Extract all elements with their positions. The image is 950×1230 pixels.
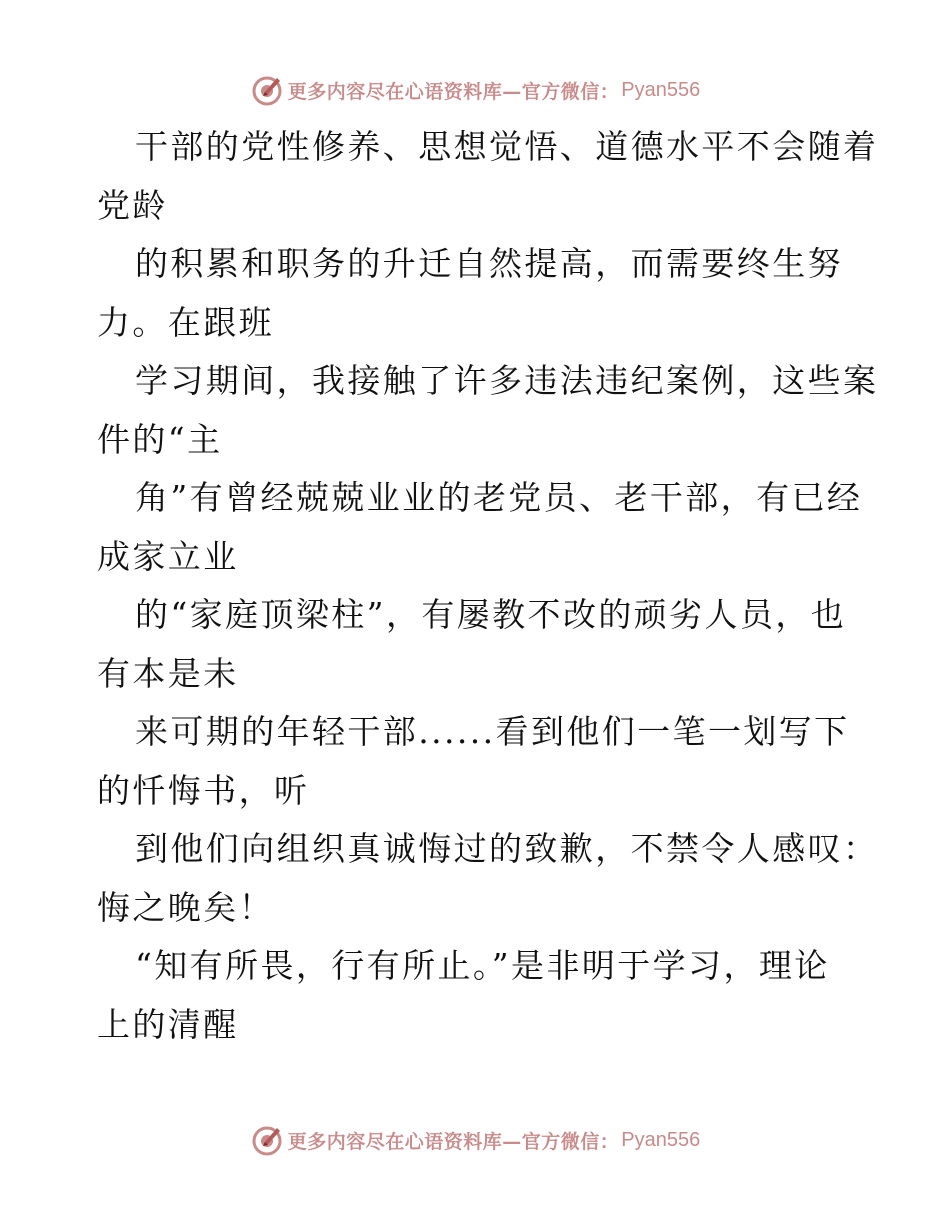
text-line: 到他们向组织真诚悔过的致歉，不禁令人感叹： bbox=[135, 829, 879, 868]
text-line: 的“家庭顶梁柱”，有屡教不改的顽劣人员，也 bbox=[135, 595, 847, 634]
watermark-text: 更多内容尽在心语资料库—官方微信： bbox=[287, 1130, 620, 1153]
pen-nib-logo-icon bbox=[250, 1123, 284, 1157]
text-line: “知有所畏，行有所止。”是非明于学习，理论 bbox=[135, 946, 830, 985]
text-line: 学习期间，我接触了许多违法违纪案例，这些案 bbox=[135, 361, 879, 400]
watermark-wechat-handle: Pyan556 bbox=[621, 1128, 701, 1151]
text-line: 角”有曾经兢兢业业的老党员、老干部，有已经 bbox=[135, 478, 863, 517]
text-line: 的忏悔书，听 bbox=[97, 770, 310, 810]
text-line: 有本是未 bbox=[97, 653, 239, 693]
watermark-text: 更多内容尽在心语资料库—官方微信： bbox=[287, 80, 620, 103]
text-line: 力。在跟班 bbox=[97, 302, 274, 342]
text-line: 成家立业 bbox=[97, 536, 239, 576]
header-watermark-banner bbox=[0, 70, 950, 110]
text-line: 党龄 bbox=[97, 185, 168, 225]
text-line: 来可期的年轻干部......看到他们一笔一划写下 bbox=[135, 712, 850, 751]
text-line: 上的清醒 bbox=[97, 1004, 239, 1044]
text-line: 件的“主 bbox=[97, 419, 223, 459]
watermark-wechat-handle: Pyan556 bbox=[621, 78, 701, 101]
text-line: 的积累和职务的升迁自然提高，而需要终生努 bbox=[135, 244, 843, 283]
footer-watermark-banner bbox=[0, 1120, 950, 1160]
text-line: 悔之晚矣！ bbox=[97, 887, 274, 927]
pen-nib-logo-icon bbox=[250, 73, 284, 107]
document-body bbox=[97, 118, 879, 1054]
text-line: 干部的党性修养、思想觉悟、道德水平不会随着 bbox=[135, 127, 879, 166]
